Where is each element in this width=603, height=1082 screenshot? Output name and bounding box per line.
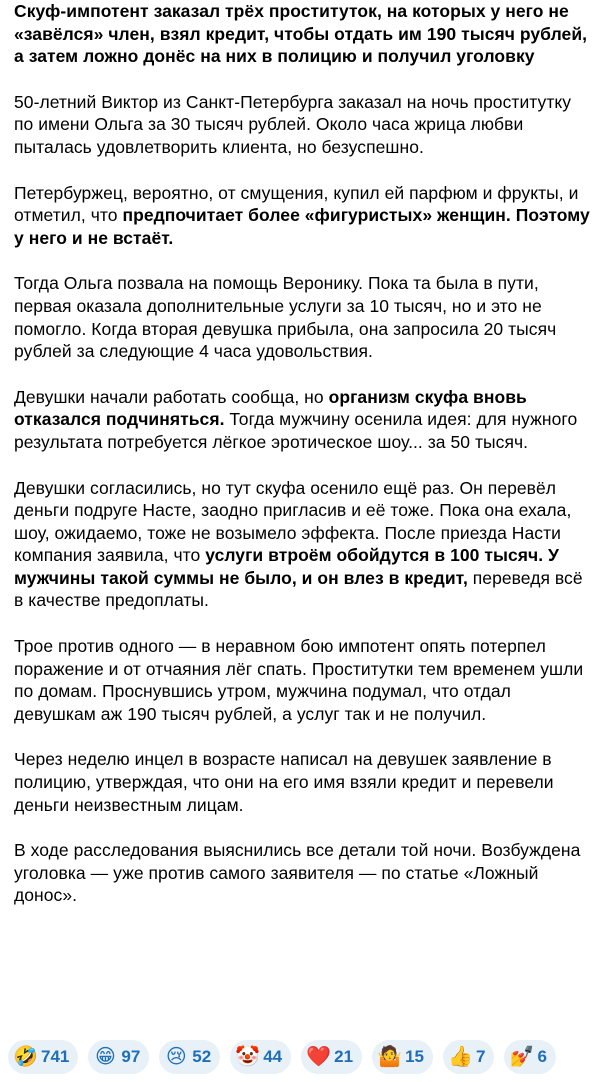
reaction-count: 44 <box>263 1047 283 1066</box>
post-paragraph <box>14 477 592 613</box>
reaction-count: 52 <box>192 1047 212 1066</box>
reaction-button[interactable] <box>372 1040 433 1074</box>
reaction-button[interactable] <box>159 1040 220 1074</box>
post-body <box>14 0 592 930</box>
clown-emoji-icon: 🤡 <box>235 1046 261 1068</box>
text-segment: Девушки согласились, но тут скуфа осенило ещё раз. Он перевёл деньги подруге Насте, заодно пригласив и её тоже. Пока она ехала, шоу, ожидаемо, тоже не возымело эффекта. После приезда Насти компания заявила, что <box>14 477 572 566</box>
grin-emoji-icon: 😁 <box>94 1046 116 1068</box>
post-paragraph <box>14 839 592 907</box>
text-segment: Трое против одного — в неравном бою импотент опять потерпел поражение и от отчаяния лёг спать. Проститутки тем временем ушли по домам. Проснувшись утром, мужчина подумал, что отдал девушкам аж 190 тысяч рублей, а услуг так и не получил. <box>14 636 584 724</box>
cry-emoji-icon: 😢 <box>165 1046 187 1068</box>
reaction-count: 97 <box>121 1047 141 1066</box>
reaction-count: 6 <box>537 1047 547 1066</box>
post-paragraph <box>14 748 592 816</box>
text-segment: Через неделю инцел в возрасте написал на девушек заявление в полицию, утверждая, что они на его имя взяли кредит и перевели деньги неизвестным лицам. <box>14 749 554 815</box>
reaction-count: 7 <box>475 1047 486 1066</box>
thumbs-up-emoji-icon: 👍 <box>447 1046 473 1068</box>
text-segment: Девушки начали работать сообща, но <box>14 386 329 407</box>
heart-emoji-icon: ❤️ <box>306 1046 332 1068</box>
text-segment: Тогда мужчину осенила идея: для нужного результата потребуется лёгкое эротическое шоу... за 50 тысяч. <box>14 409 578 452</box>
post-paragraph <box>14 182 592 250</box>
shrug-emoji-icon: 🤷 <box>377 1046 402 1068</box>
post-paragraphs <box>14 91 592 907</box>
bold-text-segment: предпочитает более «фигуристых» женщин. Поэтому у него и не встаёт. <box>14 205 590 248</box>
text-segment: 50-летний Виктор из Санкт-Петербурга заказал на ночь проститутку по имени Ольга за 30 тысяч рублей. Около часа жрица любви пыталась удовлетворить клиента, но безуспешно. <box>14 91 572 157</box>
post-paragraph <box>14 386 592 454</box>
text-segment: переведя всё в качестве предоплаты. <box>14 567 583 611</box>
post-paragraph <box>14 91 592 159</box>
text-segment: Петербуржец, вероятно, от смущения, купил ей парфюм и фрукты, и отметил, что <box>14 182 579 226</box>
post-paragraph <box>14 272 592 362</box>
reactions-bar <box>8 1040 556 1076</box>
bold-text-segment: услуги втроём обойдутся в 100 тысяч. У мужчины такой суммы не было, и он влез в кредит, <box>14 545 559 588</box>
post-paragraph <box>14 635 592 725</box>
reaction-count: 15 <box>405 1047 424 1066</box>
reaction-button[interactable] <box>88 1040 149 1074</box>
bold-text-segment: организм скуфа вновь отказался подчиняться. <box>14 386 527 430</box>
reaction-count: 21 <box>334 1047 354 1066</box>
reaction-button[interactable] <box>301 1040 362 1074</box>
reaction-button[interactable] <box>230 1040 291 1074</box>
reaction-button[interactable] <box>8 1040 78 1074</box>
reaction-count: 741 <box>41 1047 70 1066</box>
rofl-emoji-icon: 🤣 <box>13 1046 38 1068</box>
text-segment: В ходе расследования выяснились все детали той ночи. Возбуждена уголовка — уже против самого заявителя — по статье «Ложный донос». <box>14 840 581 906</box>
text-segment: Тогда Ольга позвала на помощь Веронику. Пока та была в пути, первая оказала дополнительные услуги за 10 тысяч, но и это не помогло. Когда вторая девушка прибыла, она запросила 20 тысяч рублей за следующие 4 часа удовольствия. <box>14 273 557 362</box>
post-headline: Скуф-импотент заказал трёх проституток, на которых у него не «завёлся» член, взял кредит, чтобы отдать им 190 тысяч рублей, а затем ложно донёс на них в полицию и получил уголовку <box>14 1 588 67</box>
reaction-button[interactable] <box>504 1040 555 1074</box>
reaction-button[interactable] <box>443 1040 494 1074</box>
nail-polish-emoji-icon: 💅 <box>509 1046 535 1068</box>
